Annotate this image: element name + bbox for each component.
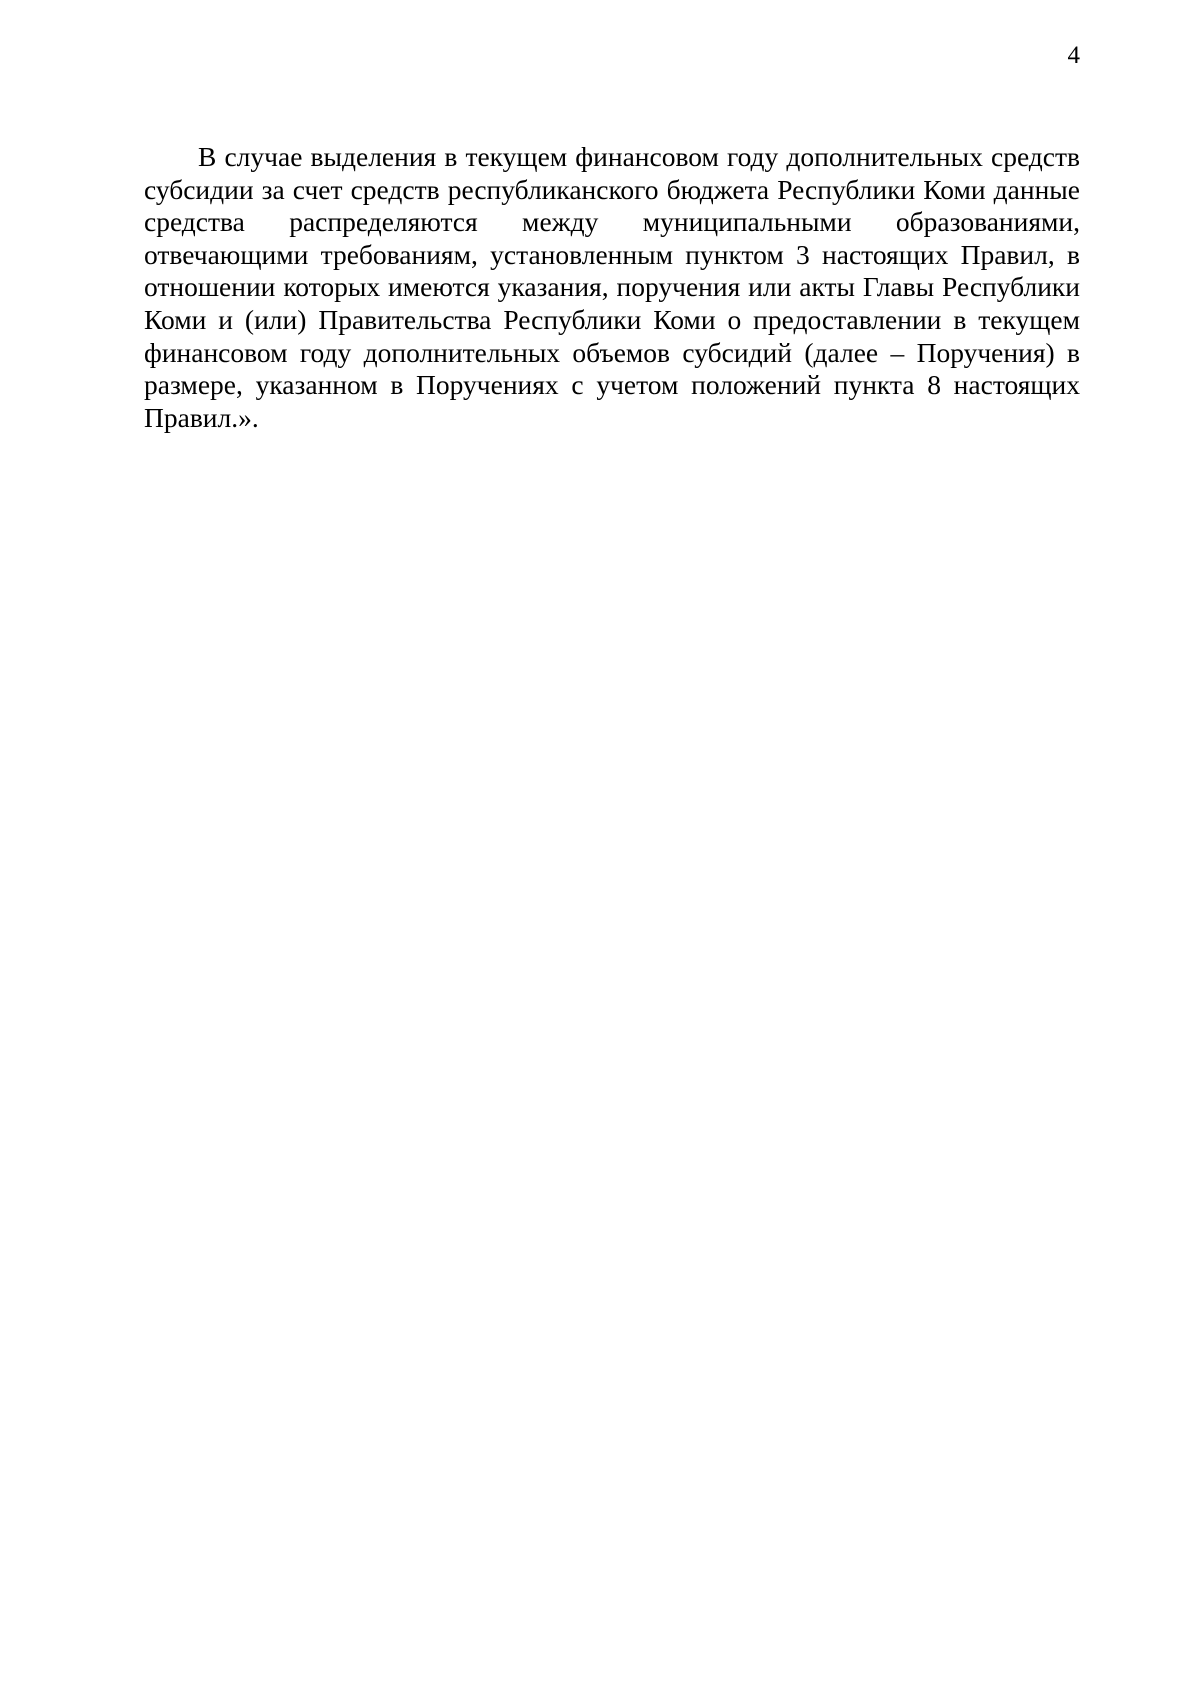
paragraph: В случае выделения в текущем финансовом году дополнительных средств субсидии за счет средств республиканского бюджета Республики Коми данные средства распределяются между муниципальными образованиями, отвечающими требованиям, установленным пунктом 3 настоящих Правил, в отношении которых имеются указания, поручения или акты Главы Республики Коми и (или) Правительства Республики Коми о предоставлении в текущем финансовом году дополнительных объемов субсидий (далее – Поручения) в размере, указанном в Поручениях с учетом положений пункта 8 настоящих Правил.».: [144, 141, 1080, 433]
body-text: [144, 141, 1080, 434]
page-number: 4: [1067, 42, 1080, 69]
